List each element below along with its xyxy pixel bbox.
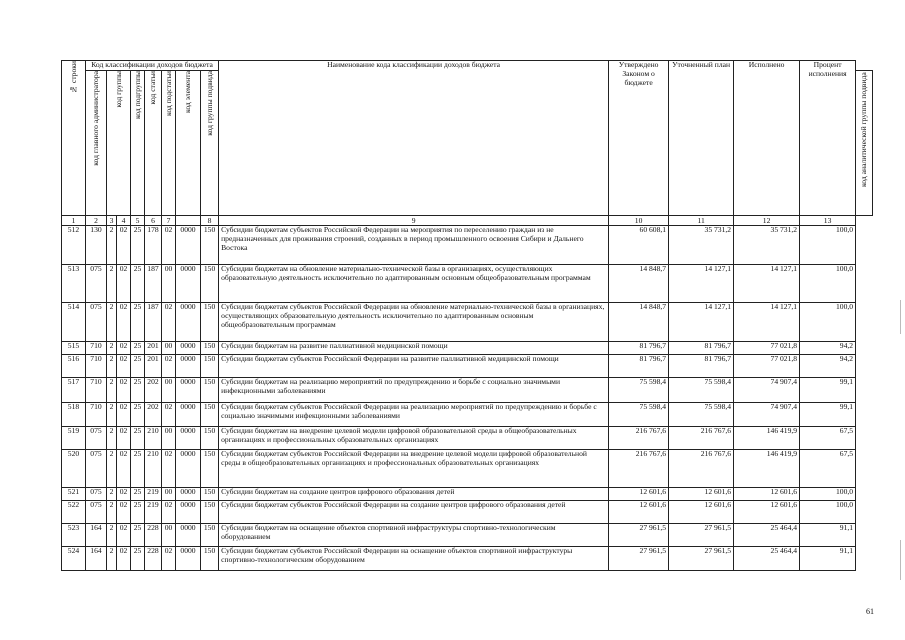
cell-art: 25 <box>131 449 145 487</box>
column-number: 8 <box>201 215 219 225</box>
cell-percent: 99,1 <box>800 402 856 426</box>
cell-executed: 25 464,4 <box>734 523 800 546</box>
cell-approved: 27 961,5 <box>609 546 669 570</box>
cell-sub: 02 <box>117 377 131 402</box>
cell-approved: 12 601,6 <box>609 500 669 523</box>
cell-an: 150 <box>201 449 219 487</box>
cell-art: 25 <box>131 426 145 449</box>
cell-an: 150 <box>201 523 219 546</box>
table-row <box>62 500 873 523</box>
table-row <box>62 487 873 500</box>
cell-grp: 2 <box>107 341 117 354</box>
cell-executed: 77 021,8 <box>734 341 800 354</box>
cell-subtype: 0000 <box>176 523 201 546</box>
cell-plan: 12 601,6 <box>669 500 734 523</box>
cell-an: 150 <box>201 377 219 402</box>
cell-approved: 75 598,4 <box>609 377 669 402</box>
cell-el: 02 <box>162 449 176 487</box>
cell-no: 517 <box>62 377 86 402</box>
cell-an: 150 <box>201 500 219 523</box>
column-number: 5 <box>131 215 145 225</box>
column-number-row <box>62 215 873 225</box>
cell-subtype: 0000 <box>176 264 201 302</box>
cell-grp: 2 <box>107 523 117 546</box>
cell-percent: 91,1 <box>800 523 856 546</box>
cell-executed: 25 464,4 <box>734 546 800 570</box>
cell-subart: 228 <box>145 523 162 546</box>
cell-approved: 60 608,1 <box>609 225 669 264</box>
cell-name: Субсидии бюджетам субъектов Российской Федерации на оснащение объектов спортивной инфраструктуры спортивно-технологическим оборудованием <box>219 546 609 570</box>
table-row <box>62 264 873 302</box>
cell-name: Субсидии бюджетам на оснащение объектов спортивной инфраструктуры спортивно-технологическим оборудованием <box>219 523 609 546</box>
cell-plan: 75 598,4 <box>669 377 734 402</box>
cell-name: Субсидии бюджетам субъектов Российской Федерации на реализацию мероприятий по предупреждению и борьбе с социально значимыми инфекционными заболеваниями <box>219 402 609 426</box>
cell-no: 513 <box>62 264 86 302</box>
cell-admin: 075 <box>86 264 107 302</box>
budget-income-table <box>61 60 873 571</box>
column-number: 4 <box>117 215 131 225</box>
cell-no: 516 <box>62 354 86 377</box>
cell-el: 00 <box>162 341 176 354</box>
cell-subart: 210 <box>145 426 162 449</box>
cell-subart: 219 <box>145 500 162 523</box>
cell-plan: 81 796,7 <box>669 354 734 377</box>
cell-subart: 202 <box>145 377 162 402</box>
table-row <box>62 225 873 264</box>
cell-subart: 187 <box>145 302 162 341</box>
cell-an: 150 <box>201 354 219 377</box>
cell-percent: 99,1 <box>800 377 856 402</box>
cell-plan: 27 961,5 <box>669 546 734 570</box>
cell-percent: 67,5 <box>800 426 856 449</box>
scan-margin-line <box>900 300 901 334</box>
header-admin: код главного администратора <box>86 70 107 215</box>
cell-percent: 100,0 <box>800 500 856 523</box>
cell-name: Субсидии бюджетам субъектов Российской Федерации на создание центров цифрового образования детей <box>219 500 609 523</box>
header-executed: Исполнено <box>734 61 800 216</box>
cell-admin: 075 <box>86 487 107 500</box>
cell-sub: 02 <box>117 426 131 449</box>
cell-name: Субсидии бюджетам на реализацию мероприятий по предупреждению и борьбе с социально значимыми инфекционными заболеваниями <box>219 377 609 402</box>
cell-grp: 2 <box>107 264 117 302</box>
cell-grp: 2 <box>107 546 117 570</box>
cell-subtype: 0000 <box>176 302 201 341</box>
cell-executed: 14 127,1 <box>734 302 800 341</box>
cell-executed: 14 127,1 <box>734 264 800 302</box>
cell-admin: 075 <box>86 426 107 449</box>
cell-subtype: 0000 <box>176 341 201 354</box>
cell-art: 25 <box>131 546 145 570</box>
cell-sub: 02 <box>117 354 131 377</box>
cell-executed: 146 419,9 <box>734 426 800 449</box>
cell-approved: 216 767,6 <box>609 426 669 449</box>
cell-no: 521 <box>62 487 86 500</box>
header-row-no: № строки <box>62 61 86 216</box>
cell-art: 25 <box>131 354 145 377</box>
cell-admin: 164 <box>86 546 107 570</box>
column-number: 7 <box>162 215 176 225</box>
cell-plan: 14 127,1 <box>669 264 734 302</box>
cell-sub: 02 <box>117 500 131 523</box>
header-article: код статьи <box>145 70 162 215</box>
table-row <box>62 402 873 426</box>
table-row <box>62 377 873 402</box>
cell-no: 524 <box>62 546 86 570</box>
cell-name: Субсидии бюджетам на обновление материально-технической базы в организациях, осуществляющих образовательную деятельность исключительно по адаптированным основным общеобразовательным программам <box>219 264 609 302</box>
cell-an: 150 <box>201 546 219 570</box>
cell-no: 519 <box>62 426 86 449</box>
cell-no: 523 <box>62 523 86 546</box>
cell-art: 25 <box>131 341 145 354</box>
cell-art: 25 <box>131 302 145 341</box>
cell-grp: 2 <box>107 449 117 487</box>
column-number: 10 <box>609 215 669 225</box>
cell-percent: 100,0 <box>800 225 856 264</box>
cell-executed: 74 907,4 <box>734 377 800 402</box>
cell-plan: 81 796,7 <box>669 341 734 354</box>
cell-name: Субсидии бюджетам на развитие паллиативной медицинской помощи <box>219 341 609 354</box>
cell-name: Субсидии бюджетам субъектов Российской Федерации на мероприятия по переселению граждан из не предназначенных для проживания строений, созданных в период промышленного освоения Сибири и Дальнего Востока <box>219 225 609 264</box>
cell-approved: 75 598,4 <box>609 402 669 426</box>
cell-grp: 2 <box>107 354 117 377</box>
header-approved: Утверждено Законом о бюджете <box>609 61 669 216</box>
cell-grp: 2 <box>107 426 117 449</box>
header-subarticle: код подстатьи <box>162 70 176 215</box>
cell-sub: 02 <box>117 487 131 500</box>
cell-art: 25 <box>131 523 145 546</box>
cell-subart: 187 <box>145 264 162 302</box>
cell-no: 514 <box>62 302 86 341</box>
cell-an: 150 <box>201 402 219 426</box>
cell-executed: 35 731,2 <box>734 225 800 264</box>
table-row <box>62 523 873 546</box>
cell-admin: 075 <box>86 302 107 341</box>
cell-grp: 2 <box>107 487 117 500</box>
column-number: 6 <box>145 215 162 225</box>
cell-el: 00 <box>162 264 176 302</box>
cell-percent: 94,2 <box>800 354 856 377</box>
cell-admin: 710 <box>86 377 107 402</box>
cell-subart: 228 <box>145 546 162 570</box>
header-percent: Процент исполнения <box>800 61 856 216</box>
cell-plan: 75 598,4 <box>669 402 734 426</box>
cell-percent: 67,5 <box>800 449 856 487</box>
cell-plan: 12 601,6 <box>669 487 734 500</box>
cell-el: 02 <box>162 500 176 523</box>
cell-percent: 100,0 <box>800 302 856 341</box>
cell-el: 02 <box>162 302 176 341</box>
cell-sub: 02 <box>117 302 131 341</box>
cell-subtype: 0000 <box>176 500 201 523</box>
cell-subart: 210 <box>145 449 162 487</box>
header-classification-group: Код классификации доходов бюджета <box>86 61 219 71</box>
column-number: 9 <box>219 215 609 225</box>
cell-sub: 02 <box>117 225 131 264</box>
cell-subtype: 0000 <box>176 225 201 264</box>
cell-executed: 74 907,4 <box>734 402 800 426</box>
scan-margin-line <box>900 540 901 580</box>
header-element: код элемента <box>176 70 201 215</box>
cell-sub: 02 <box>117 264 131 302</box>
cell-approved: 27 961,5 <box>609 523 669 546</box>
cell-sub: 02 <box>117 546 131 570</box>
cell-admin: 164 <box>86 523 107 546</box>
column-number <box>176 215 201 225</box>
column-number: 11 <box>669 215 734 225</box>
header-subtype: код группы подвида <box>201 70 219 215</box>
cell-plan: 35 731,2 <box>669 225 734 264</box>
cell-name: Субсидии бюджетам субъектов Российской Федерации на обновление материально-технической базы в организациях, осуществляющих образовательную деятельность исключительно по адаптированным основным общеобразовательным программам <box>219 302 609 341</box>
cell-an: 150 <box>201 487 219 500</box>
table-row <box>62 302 873 341</box>
table-row <box>62 341 873 354</box>
header-name: Наименование кода классификации доходов бюджета <box>219 61 609 216</box>
cell-no: 515 <box>62 341 86 354</box>
cell-subart: 219 <box>145 487 162 500</box>
cell-executed: 12 601,6 <box>734 487 800 500</box>
header-analytic: код аналитической группы подвида <box>856 70 873 215</box>
cell-grp: 2 <box>107 402 117 426</box>
cell-art: 25 <box>131 377 145 402</box>
cell-sub: 02 <box>117 402 131 426</box>
cell-el: 02 <box>162 354 176 377</box>
cell-name: Субсидии бюджетам субъектов Российской Федерации на развитие паллиативной медицинской помощи <box>219 354 609 377</box>
cell-percent: 94,2 <box>800 341 856 354</box>
table-row <box>62 449 873 487</box>
cell-plan: 216 767,6 <box>669 449 734 487</box>
cell-executed: 77 021,8 <box>734 354 800 377</box>
column-number: 2 <box>86 215 107 225</box>
cell-el: 02 <box>162 402 176 426</box>
cell-el: 00 <box>162 487 176 500</box>
cell-subtype: 0000 <box>176 402 201 426</box>
cell-sub: 02 <box>117 341 131 354</box>
cell-approved: 81 796,7 <box>609 354 669 377</box>
cell-no: 512 <box>62 225 86 264</box>
cell-grp: 2 <box>107 377 117 402</box>
header-plan: Уточненный план <box>669 61 734 216</box>
cell-percent: 100,0 <box>800 264 856 302</box>
cell-grp: 2 <box>107 225 117 264</box>
column-number: 12 <box>734 215 800 225</box>
cell-sub: 02 <box>117 449 131 487</box>
cell-approved: 81 796,7 <box>609 341 669 354</box>
table-row <box>62 354 873 377</box>
cell-percent: 100,0 <box>800 487 856 500</box>
cell-subtype: 0000 <box>176 377 201 402</box>
cell-admin: 075 <box>86 500 107 523</box>
header-subgroup: код подгруппы <box>131 70 145 215</box>
cell-subtype: 0000 <box>176 546 201 570</box>
cell-art: 25 <box>131 264 145 302</box>
table-row <box>62 426 873 449</box>
cell-admin: 710 <box>86 341 107 354</box>
cell-el: 00 <box>162 523 176 546</box>
cell-an: 150 <box>201 341 219 354</box>
cell-executed: 12 601,6 <box>734 500 800 523</box>
cell-no: 522 <box>62 500 86 523</box>
cell-art: 25 <box>131 402 145 426</box>
cell-an: 150 <box>201 302 219 341</box>
cell-subart: 178 <box>145 225 162 264</box>
cell-executed: 146 419,9 <box>734 449 800 487</box>
cell-an: 150 <box>201 264 219 302</box>
column-number: 13 <box>800 215 856 225</box>
cell-subtype: 0000 <box>176 426 201 449</box>
cell-approved: 14 848,7 <box>609 302 669 341</box>
cell-approved: 12 601,6 <box>609 487 669 500</box>
cell-percent: 91,1 <box>800 546 856 570</box>
cell-grp: 2 <box>107 302 117 341</box>
cell-subart: 201 <box>145 341 162 354</box>
cell-an: 150 <box>201 426 219 449</box>
cell-plan: 27 961,5 <box>669 523 734 546</box>
cell-art: 25 <box>131 500 145 523</box>
cell-subtype: 0000 <box>176 354 201 377</box>
header-group: код группы <box>107 70 131 215</box>
cell-name: Субсидии бюджетам на создание центров цифрового образования детей <box>219 487 609 500</box>
cell-subtype: 0000 <box>176 487 201 500</box>
cell-name: Субсидии бюджетам субъектов Российской Федерации на внедрение целевой модели цифровой образовательной среды в общеобразовательных организациях и профессиональных образовательных организациях <box>219 449 609 487</box>
cell-sub: 02 <box>117 523 131 546</box>
cell-el: 02 <box>162 546 176 570</box>
cell-admin: 130 <box>86 225 107 264</box>
cell-no: 518 <box>62 402 86 426</box>
cell-plan: 14 127,1 <box>669 302 734 341</box>
cell-el: 02 <box>162 225 176 264</box>
budget-report-page <box>61 60 873 571</box>
column-number: 1 <box>62 215 86 225</box>
cell-subart: 201 <box>145 354 162 377</box>
cell-admin: 710 <box>86 402 107 426</box>
page-number: 61 <box>866 607 874 616</box>
cell-an: 150 <box>201 225 219 264</box>
cell-plan: 216 767,6 <box>669 426 734 449</box>
cell-approved: 14 848,7 <box>609 264 669 302</box>
cell-art: 25 <box>131 487 145 500</box>
cell-el: 00 <box>162 377 176 402</box>
cell-subart: 202 <box>145 402 162 426</box>
column-number: 3 <box>107 215 117 225</box>
cell-art: 25 <box>131 225 145 264</box>
cell-grp: 2 <box>107 500 117 523</box>
cell-admin: 710 <box>86 354 107 377</box>
cell-subtype: 0000 <box>176 449 201 487</box>
cell-el: 00 <box>162 426 176 449</box>
table-row <box>62 546 873 570</box>
cell-no: 520 <box>62 449 86 487</box>
cell-approved: 216 767,6 <box>609 449 669 487</box>
cell-name: Субсидии бюджетам на внедрение целевой модели цифровой образовательной среды в общеобразовательных организациях и профессиональных образовательных организациях <box>219 426 609 449</box>
cell-admin: 075 <box>86 449 107 487</box>
